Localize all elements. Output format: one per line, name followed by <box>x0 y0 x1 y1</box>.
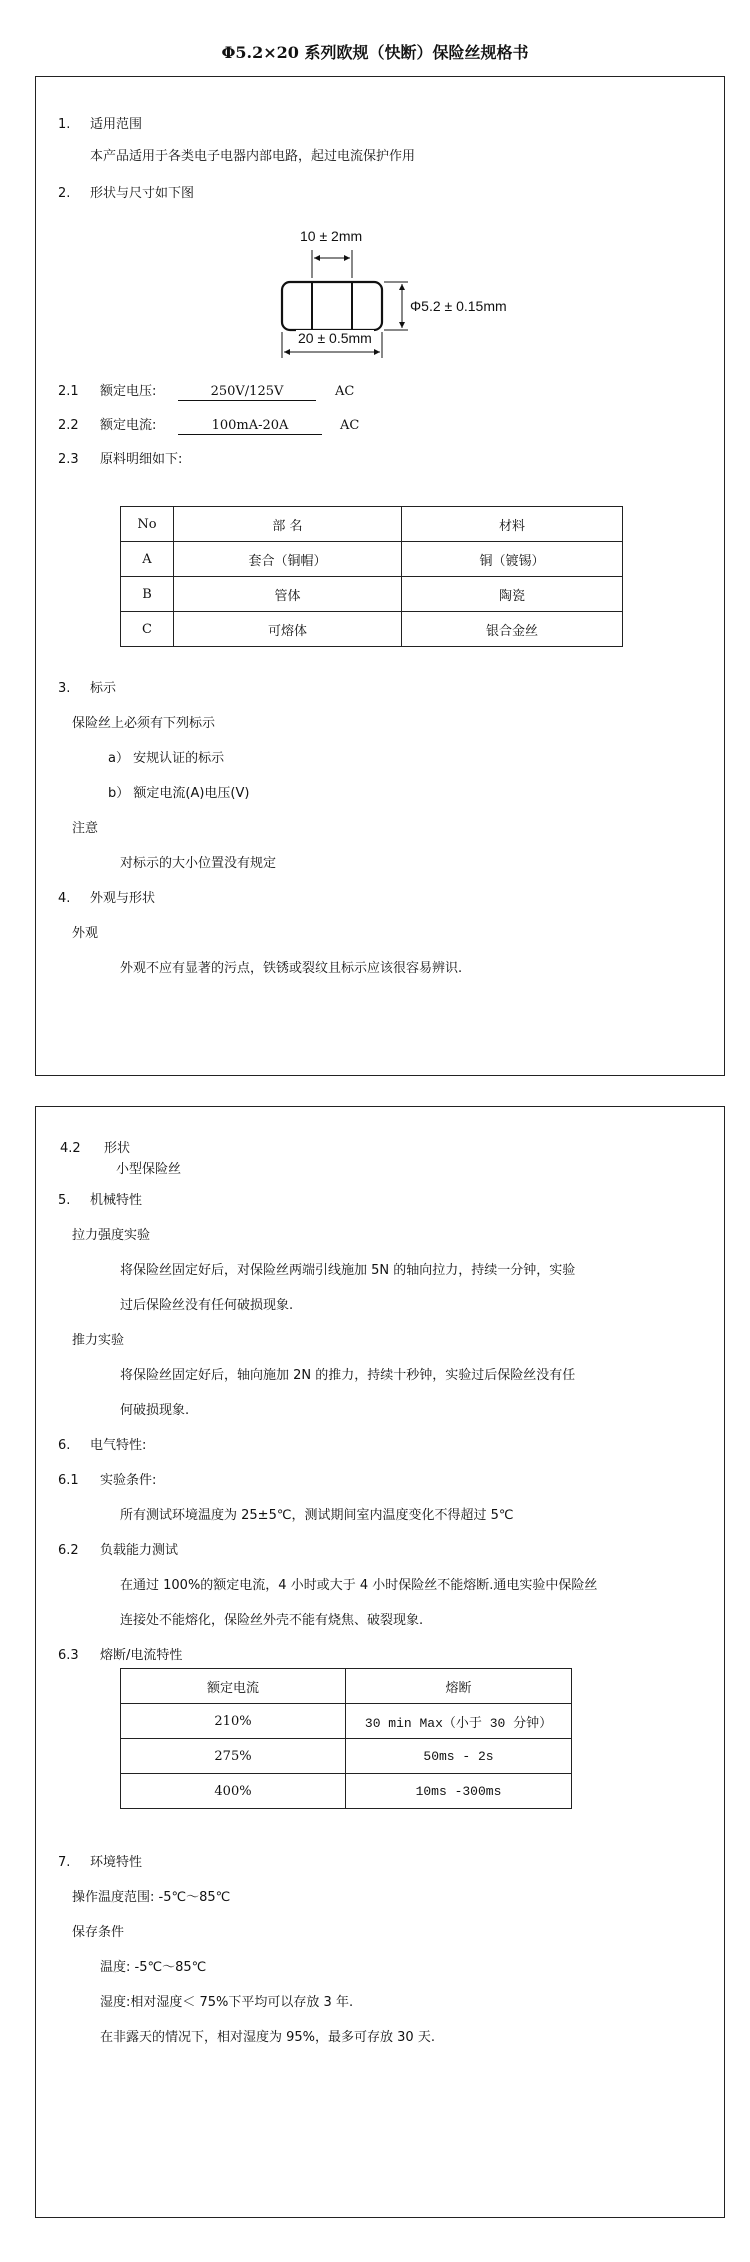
section-2-title: 形状与尺寸如下图 <box>90 186 195 201</box>
section-4-2-number: 4.2 <box>60 1141 81 1156</box>
table-cell: 铜（镀锡） <box>402 542 623 577</box>
push-test-title: 推力实验 <box>72 1333 125 1348</box>
marking-item-b: b） 额定电流(A)电压(V) <box>108 786 250 801</box>
section-7-number: 7. <box>58 1855 71 1870</box>
table-cell: B <box>121 577 174 612</box>
table-cell: 银合金丝 <box>402 612 623 647</box>
table-header-cell: 额定电流 <box>121 1669 346 1704</box>
section-1-title: 适用范围 <box>90 117 143 132</box>
rated-voltage-value: 250V/125V <box>178 384 316 401</box>
load-test-line-1: 在通过 100%的额定电流，4 小时或大于 4 小时保险丝不能熔断.通电实验中保险丝 <box>120 1578 598 1593</box>
storage-temperature: 温度: -5℃～85℃ <box>100 1960 207 1975</box>
fuse-body <box>282 282 382 330</box>
table-cell: 陶瓷 <box>402 577 623 612</box>
table-row <box>121 1704 572 1739</box>
section-5-number: 5. <box>58 1193 71 1208</box>
table-cell: 210% <box>121 1704 346 1739</box>
section-6-2-number: 6.2 <box>58 1543 79 1558</box>
appearance-title: 外观 <box>72 926 99 941</box>
section-3-number: 3. <box>58 681 71 696</box>
section-1-text: 本产品适用于各类电子电器内部电路，起过电流保护作用 <box>90 149 416 164</box>
table-cell: A <box>121 542 174 577</box>
rated-voltage-unit: AC <box>335 384 355 399</box>
table-cell: 10ms -300ms <box>346 1774 572 1809</box>
rated-current-label: 额定电流: <box>100 418 157 433</box>
table-row <box>121 577 623 612</box>
note-text: 对标示的大小位置没有规定 <box>120 856 277 871</box>
section-4-number: 4. <box>58 891 71 906</box>
section-6-3-title: 熔断/电流特性 <box>100 1648 183 1663</box>
section-6-title: 电气特性: <box>90 1438 147 1453</box>
table-cell: 275% <box>121 1739 346 1774</box>
section-2-1-number: 2.1 <box>58 384 79 399</box>
section-2-3-number: 2.3 <box>58 452 79 467</box>
section-3-title: 标示 <box>90 681 117 696</box>
table-header-cell: 熔断 <box>346 1669 572 1704</box>
pull-test-line-1: 将保险丝固定好后，对保险丝两端引线施加 5N 的轴向拉力，持续一分钟，实验 <box>120 1263 576 1278</box>
table-row <box>121 612 623 647</box>
section-6-1-title: 实验条件: <box>100 1473 157 1488</box>
table-cell: 管体 <box>174 577 402 612</box>
table-cell: 套合（铜帽） <box>174 542 402 577</box>
storage-exposed: 在非露天的情况下，相对湿度为 95%，最多可存放 30 天. <box>100 2030 435 2045</box>
section-6-number: 6. <box>58 1438 71 1453</box>
section-6-3-number: 6.3 <box>58 1648 79 1663</box>
table-header-row <box>121 507 623 542</box>
note-title: 注意 <box>72 821 99 836</box>
pull-test-title: 拉力强度实验 <box>72 1228 151 1243</box>
dimension-body-length: 10 ± 2mm <box>300 228 363 244</box>
rated-current-unit: AC <box>340 418 360 433</box>
table-cell: 30 min Max（小于 30 分钟） <box>346 1704 572 1739</box>
materials-title: 原料明细如下: <box>100 452 183 467</box>
fusing-characteristics-table <box>120 1668 572 1809</box>
load-test-line-2: 连接处不能熔化，保险丝外壳不能有烧焦、破裂现象. <box>120 1613 424 1628</box>
table-cell: 可熔体 <box>174 612 402 647</box>
section-2-number: 2. <box>58 186 71 201</box>
push-test-line-2: 何破损现象. <box>120 1403 190 1418</box>
table-cell: 50ms - 2s <box>346 1739 572 1774</box>
pull-test-line-2: 过后保险丝没有任何破损现象. <box>120 1298 294 1313</box>
table-header-cell: 部 名 <box>174 507 402 542</box>
table-row <box>121 1739 572 1774</box>
marking-item-a: a） 安规认证的标示 <box>108 751 225 766</box>
dimension-total-length: 20 ± 0.5mm <box>298 330 372 346</box>
operating-temperature: 操作温度范围: -5℃～85℃ <box>72 1890 231 1905</box>
document-title: Φ5.2×20 系列欧规（快断）保险丝规格书 <box>221 43 529 62</box>
rated-current-value: 100mA-20A <box>178 418 322 435</box>
test-condition-text: 所有测试环境温度为 25±5℃，测试期间室内温度变化不得超过 5℃ <box>120 1508 514 1523</box>
table-header-cell: No <box>121 507 174 542</box>
materials-table <box>120 506 623 647</box>
section-6-2-title: 负载能力测试 <box>100 1543 179 1558</box>
section-4-title: 外观与形状 <box>90 891 156 906</box>
table-header-cell: 材料 <box>402 507 623 542</box>
storage-title: 保存条件 <box>72 1925 125 1940</box>
dimension-diameter: Φ5.2 ± 0.15mm <box>410 298 507 314</box>
shape-text: 小型保险丝 <box>116 1162 182 1177</box>
section-6-1-number: 6.1 <box>58 1473 79 1488</box>
appearance-text: 外观不应有显著的污点，铁锈或裂纹且标示应该很容易辨识. <box>120 961 463 976</box>
section-1-number: 1. <box>58 117 71 132</box>
push-test-line-1: 将保险丝固定好后，轴向施加 2N 的推力，持续十秒钟，实验过后保险丝没有任 <box>120 1368 576 1383</box>
section-2-2-number: 2.2 <box>58 418 79 433</box>
storage-humidity: 湿度:相对湿度＜ 75%下平均可以存放 3 年. <box>100 1995 354 2010</box>
section-4-2-title: 形状 <box>104 1141 131 1156</box>
section-7-title: 环境特性 <box>90 1855 143 1870</box>
table-cell: 400% <box>121 1774 346 1809</box>
table-cell: C <box>121 612 174 647</box>
rated-voltage-label: 额定电压: <box>100 384 157 399</box>
table-row <box>121 1774 572 1809</box>
table-header-row <box>121 1669 572 1704</box>
marking-intro: 保险丝上必须有下列标示 <box>72 716 216 731</box>
section-5-title: 机械特性 <box>90 1193 143 1208</box>
table-row <box>121 542 623 577</box>
